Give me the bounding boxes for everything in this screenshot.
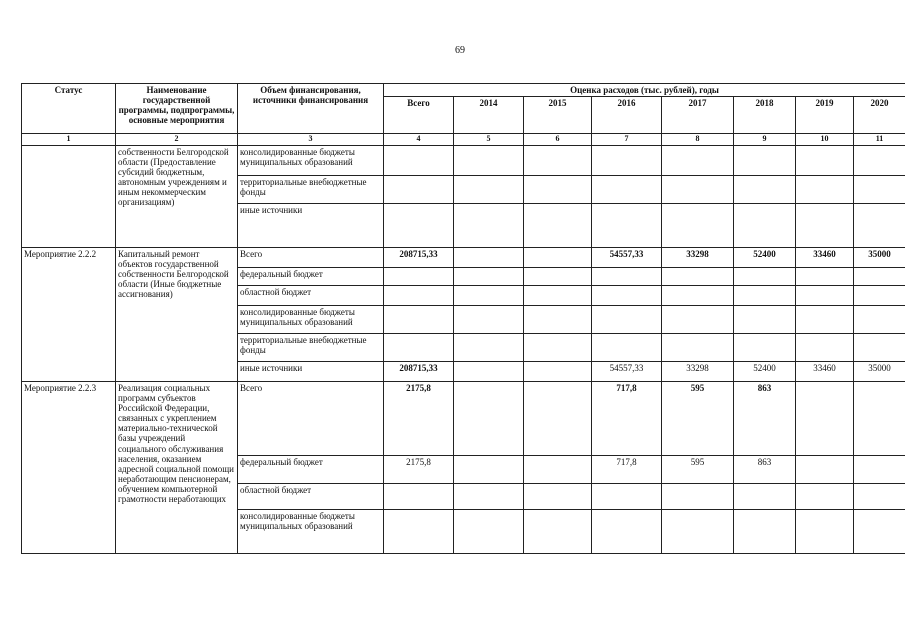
column-number-row	[22, 134, 905, 146]
value-2020: 35000	[854, 362, 905, 382]
source-cell: Всего	[238, 382, 384, 456]
value-2016: 54557,33	[592, 362, 662, 382]
value-2018: 863	[734, 382, 796, 456]
col-number: 3	[238, 134, 384, 146]
col-number: 4	[384, 134, 454, 146]
value-2019: 33460	[796, 362, 854, 382]
header-year-2020: 2020	[854, 97, 905, 134]
header-estimate: Оценка расходов (тыс. рублей), годы	[384, 84, 905, 97]
source-cell: областной бюджет	[238, 286, 384, 306]
header-year-2017: 2017	[662, 97, 734, 134]
table-row	[22, 382, 905, 456]
header-year-2016: 2016	[592, 97, 662, 134]
col-number: 7	[592, 134, 662, 146]
source-cell: Всего	[238, 248, 384, 268]
header-year-total: Всего	[384, 97, 454, 134]
value-2016: 717,8	[592, 456, 662, 484]
program-name-cell: собственности Белгородской области (Предоставление субсидий бюджетным, автономным учреждениям и иным некоммерческим организациям)	[116, 146, 238, 248]
source-cell: областной бюджет	[238, 484, 384, 510]
program-name-cell: Капитальный ремонт объектов государственной собственности Белгородской области (Иные бюджетные ассигнования)	[116, 248, 238, 382]
value-2018: 52400	[734, 362, 796, 382]
value-2017: 33298	[662, 362, 734, 382]
col-number: 2	[116, 134, 238, 146]
program-name-cell: Реализация социальных программ субъектов Российской Федерации, связанных с укреплением материально-технической базы учреждений социального обслуживания населения, оказанием адресной социальной помощи неработающим пенсионерам, обучением компьютерной грамотности неработающих	[116, 382, 238, 554]
header-year-2018: 2018	[734, 97, 796, 134]
value-2017: 33298	[662, 248, 734, 268]
value-total: 2175,8	[384, 456, 454, 484]
header-status: Статус	[22, 84, 116, 134]
value-2017: 595	[662, 456, 734, 484]
value-total: 208715,33	[384, 248, 454, 268]
header-year-2019: 2019	[796, 97, 854, 134]
col-number: 1	[22, 134, 116, 146]
col-number: 6	[524, 134, 592, 146]
source-cell: федеральный бюджет	[238, 456, 384, 484]
source-cell: территориальные внебюджетные фонды	[238, 176, 384, 204]
source-cell: консолидированные бюджеты муниципальных образований	[238, 306, 384, 334]
value-2017: 595	[662, 382, 734, 456]
source-cell: федеральный бюджет	[238, 268, 384, 286]
budget-table	[21, 83, 905, 554]
col-number: 10	[796, 134, 854, 146]
status-cell	[22, 146, 116, 248]
source-cell: иные источники	[238, 204, 384, 248]
table-row	[22, 248, 905, 268]
value-2020: 35000	[854, 248, 905, 268]
source-cell: консолидированные бюджеты муниципальных образований	[238, 146, 384, 176]
col-number: 9	[734, 134, 796, 146]
header-financing: Объем финансирования, источники финансирования	[238, 84, 384, 134]
table-row	[22, 146, 905, 176]
header-year-2015: 2015	[524, 97, 592, 134]
header-year-2014: 2014	[454, 97, 524, 134]
value-2016: 717,8	[592, 382, 662, 456]
value-2018: 52400	[734, 248, 796, 268]
col-number: 11	[854, 134, 905, 146]
source-cell: консолидированные бюджеты муниципальных образований	[238, 510, 384, 554]
value-2018: 863	[734, 456, 796, 484]
col-number: 8	[662, 134, 734, 146]
status-cell: Мероприятие 2.2.3	[22, 382, 116, 554]
value-total: 208715,33	[384, 362, 454, 382]
source-cell: территориальные внебюджетные фонды	[238, 334, 384, 362]
page-number: 69	[455, 45, 465, 56]
value-2019: 33460	[796, 248, 854, 268]
col-number: 5	[454, 134, 524, 146]
header-name: Наименование государственной программы, подпрограммы, основные мероприятия	[116, 84, 238, 134]
source-cell: иные источники	[238, 362, 384, 382]
value-total: 2175,8	[384, 382, 454, 456]
value-2016: 54557,33	[592, 248, 662, 268]
status-cell: Мероприятие 2.2.2	[22, 248, 116, 382]
